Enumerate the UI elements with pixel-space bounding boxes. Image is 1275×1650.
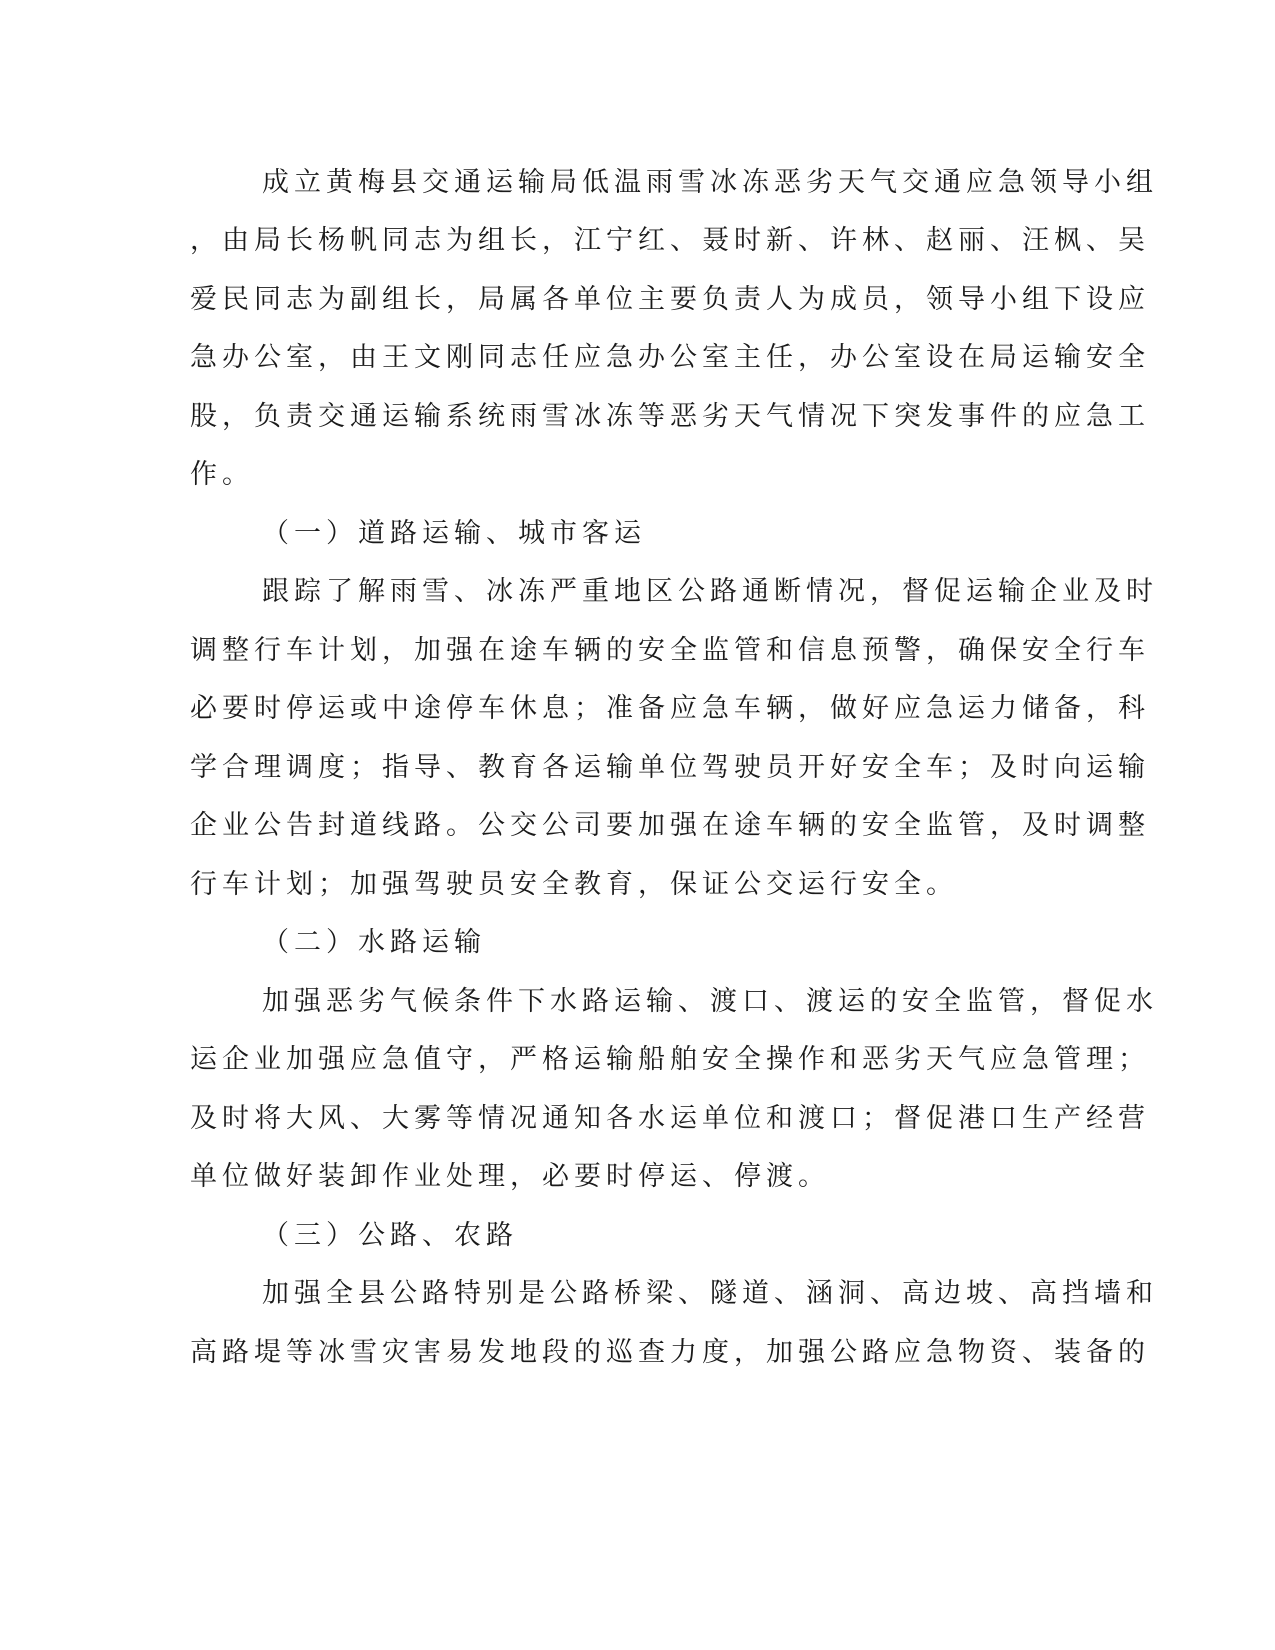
paragraph-line: 行车计划；加强驾驶员安全教育，保证公交运行安全。 <box>190 869 958 900</box>
paragraph-line: 单位做好装卸作业处理，必要时停运、停渡。 <box>190 1161 830 1192</box>
paragraph-line: 股，负责交通运输系统雨雪冰冻等恶劣天气情况下突发事件的应急工 <box>190 401 1150 432</box>
paragraph-line: 调整行车计划，加强在途车辆的安全监管和信息预警，确保安全行车 <box>190 635 1150 666</box>
paragraph-line: 企业公告封道线路。公交公司要加强在途车辆的安全监管，及时调整 <box>190 810 1150 841</box>
paragraph-line: 必要时停运或中途停车休息；准备应急车辆，做好应急运力储备，科 <box>190 693 1150 724</box>
paragraph-line: 加强全县公路特别是公路桥梁、隧道、涵洞、高边坡、高挡墙和 <box>262 1278 1158 1309</box>
document-body <box>190 0 1158 1650</box>
paragraph-line: 作。 <box>190 459 254 490</box>
paragraph-line: 高路堤等冰雪灾害易发地段的巡查力度，加强公路应急物资、装备的 <box>190 1337 1150 1368</box>
paragraph-line: 成立黄梅县交通运输局低温雨雪冰冻恶劣天气交通应急领导小组 <box>262 167 1158 198</box>
paragraph-line: 加强恶劣气候条件下水路运输、渡口、渡运的安全监管，督促水 <box>262 986 1158 1017</box>
paragraph-line: 学合理调度；指导、教育各运输单位驾驶员开好安全车；及时向运输 <box>190 752 1150 783</box>
paragraph-line: 运企业加强应急值守，严格运输船舶安全操作和恶劣天气应急管理； <box>190 1044 1150 1075</box>
paragraph-line: 及时将大风、大雾等情况通知各水运单位和渡口；督促港口生产经营 <box>190 1103 1150 1134</box>
paragraph-line: 急办公室，由王文刚同志任应急办公室主任，办公室设在局运输安全 <box>190 342 1150 373</box>
section-heading: （三）公路、农路 <box>262 1220 518 1251</box>
paragraph-line: ，由局长杨帆同志为组长，江宁红、聂时新、许林、赵丽、汪枫、吴 <box>190 225 1150 256</box>
section-heading: （二）水路运输 <box>262 927 486 958</box>
paragraph-line: 跟踪了解雨雪、冰冻严重地区公路通断情况，督促运输企业及时 <box>262 576 1158 607</box>
section-heading: （一）道路运输、城市客运 <box>262 518 646 549</box>
paragraph-line: 爱民同志为副组长，局属各单位主要负责人为成员，领导小组下设应 <box>190 284 1150 315</box>
